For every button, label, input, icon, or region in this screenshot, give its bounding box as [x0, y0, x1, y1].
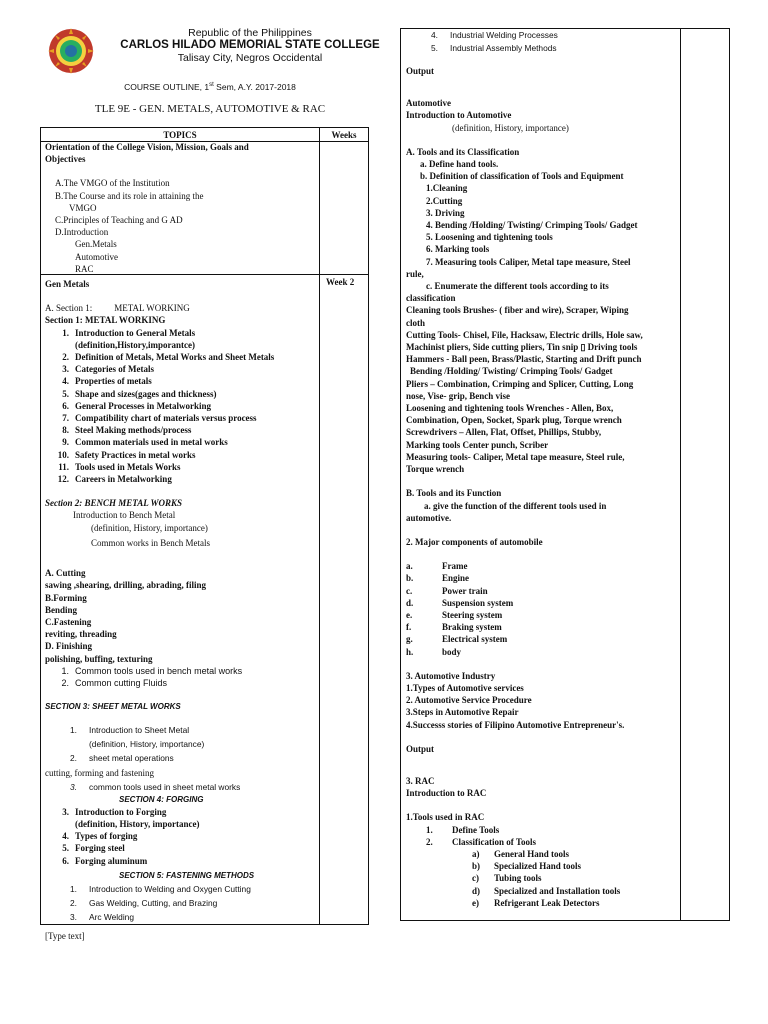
- section1-item: [45, 412, 320, 424]
- section1-item: [45, 327, 320, 339]
- section5-list: [45, 882, 320, 924]
- item-number: e): [472, 897, 479, 908]
- item-number: 9.: [62, 437, 69, 448]
- item-number: 4.: [62, 831, 69, 842]
- item-text: Braking system: [442, 622, 502, 633]
- item-number: a.: [406, 561, 413, 572]
- bench-heading: B.Forming: [45, 592, 87, 603]
- industry-item: 1.Types of Automotive services: [406, 682, 524, 693]
- major-component-item: [406, 621, 681, 633]
- item-number: b.: [406, 573, 414, 584]
- item-number: 12.: [57, 474, 69, 485]
- rac-class-item: [406, 872, 681, 884]
- tools-class-line: Pliers – Combination, Crimping and Splicer, Cutting, Long: [406, 378, 634, 389]
- item-text: Common cutting Fluids: [75, 677, 168, 688]
- section4-list: [45, 806, 320, 867]
- item-text: Introduction to General Metals: [75, 327, 196, 338]
- item-text: sheet metal operations: [89, 753, 174, 764]
- course-outline-line: COURSE OUTLINE, 1st Sem, A.Y. 2017-2018: [124, 82, 296, 92]
- tools-class-line: Combination, Open, Socket, Spark plug, Torque wrench: [406, 415, 622, 426]
- tools-classification-list: [406, 158, 681, 475]
- item-number: 1.: [426, 824, 433, 835]
- item-number: 8.: [62, 425, 69, 436]
- rac-sub-item: [406, 824, 681, 836]
- item-number: e.: [406, 609, 413, 620]
- item-text: Arc Welding: [89, 911, 134, 922]
- automotive-industry-list: [406, 682, 681, 731]
- item-text: Power train: [442, 585, 488, 596]
- tools-class-line: 4. Bending /Holding/ Twisting/ Crimping Tools/ Gadget: [426, 220, 638, 231]
- item-text: Industrial Welding Processes: [450, 30, 558, 40]
- section1-item: [45, 449, 320, 461]
- item-number: 4.: [62, 376, 69, 387]
- item-number: 3.: [62, 364, 69, 375]
- item-text: Introduction to Welding and Oxygen Cutting: [89, 883, 251, 894]
- item-text: Forging aluminum: [75, 855, 148, 866]
- course-title: TLE 9E - GEN. METALS, AUTOMOTIVE & RAC: [94, 103, 326, 115]
- section4-item: [45, 842, 320, 854]
- major-component-item: [406, 585, 681, 597]
- tools-class-line: Marking tools Center punch, Scriber: [406, 439, 549, 450]
- major-component-item: [406, 633, 681, 645]
- industry-item: 4.Successs stories of Filipino Automotive Entrepreneur's.: [406, 719, 625, 730]
- tools-class-line: Measuring tools- Caliper, Metal tape measure, Steel rule,: [406, 451, 625, 462]
- item-number: b): [472, 861, 481, 872]
- section1-item: [45, 424, 320, 436]
- item-number: g.: [406, 634, 413, 645]
- major-component-item: [406, 646, 681, 658]
- item-number: 2.: [62, 352, 69, 363]
- section4-item: [45, 806, 320, 818]
- rac-classification-list: [406, 848, 681, 909]
- item-text: Properties of metals: [75, 376, 152, 387]
- footer-placeholder: [Type text]: [45, 931, 85, 941]
- section3-item: [45, 723, 320, 737]
- tools-class-line: 6. Marking tools: [426, 244, 490, 255]
- tools-class-line: Torque wrench: [406, 464, 465, 475]
- item-text: (definition,History,imporantce): [75, 339, 195, 350]
- section1-item: [45, 461, 320, 473]
- tools-class-line: classification: [406, 293, 456, 304]
- item-number: 1.: [62, 327, 69, 338]
- item-text: Common tools used in bench metal works: [75, 665, 243, 676]
- bench-heading: D. Finishing: [45, 641, 93, 652]
- item-text: Specialized and Installation tools: [494, 885, 621, 896]
- item-number: 3.: [62, 806, 69, 817]
- item-text: General Processes in Metalworking: [75, 400, 212, 411]
- item-text: Specialized Hand tools: [494, 861, 582, 872]
- item-number: d.: [406, 597, 414, 608]
- item-text: (definition, History, importance): [89, 739, 205, 750]
- tools-class-line: 1.Cleaning: [426, 183, 468, 194]
- item-number: 1.: [70, 725, 77, 736]
- tools-class-line: Hammers - Ball peen, Brass/Plastic, Starting and Drift punch: [406, 354, 642, 365]
- section1-item: [45, 400, 320, 412]
- section4-item: [45, 855, 320, 867]
- tools-class-line: Screwdrivers – Allen, Flat, Offset, Phillips, Stubby,: [406, 427, 602, 438]
- item-text: Safety Practices in metal works: [75, 449, 196, 460]
- item-number: d): [472, 885, 481, 896]
- welding-item: [406, 29, 681, 42]
- industry-item: 3.Steps in Automotive Repair: [406, 707, 519, 718]
- section1-item: [45, 363, 320, 375]
- section1-item: [45, 375, 320, 387]
- item-text: Forging steel: [75, 843, 125, 854]
- welding-list: [406, 29, 681, 55]
- section1-item: [45, 339, 320, 351]
- section5-item: [45, 896, 320, 910]
- section3-item: [45, 737, 320, 751]
- rac-class-item: [406, 885, 681, 897]
- rac-class-item: [406, 897, 681, 909]
- header-topics: TOPICS: [163, 130, 197, 140]
- item-text: Common materials used in metal works: [75, 437, 228, 448]
- section5-item: [45, 910, 320, 924]
- tools-class-line: nose, Vise- grip, Bench vise: [406, 390, 511, 401]
- major-component-item: [406, 560, 681, 572]
- item-number: f.: [406, 622, 412, 633]
- tools-function-list: [406, 500, 681, 524]
- bench-heading: C.Fastening: [45, 616, 92, 627]
- rac-class-item: [406, 848, 681, 860]
- section5-item: [45, 882, 320, 896]
- item-number: 2.: [61, 677, 69, 688]
- republic-line: Republic of the Philippines: [188, 27, 312, 39]
- item-text: Industrial Assembly Methods: [450, 43, 557, 53]
- rac-sub-list: [406, 824, 681, 848]
- item-text: Suspension system: [442, 597, 514, 608]
- college-address: Talisay City, Negros Occidental: [177, 52, 323, 64]
- left-column-content: Orientation of the College Vision, Mission, Goals and Objectives A.The VMGO of the Institution B.The Course and its role in attaining the VMGO C.Principles of Teaching and G AD D.Introduction Gen.Metals Automotive RAC Gen Metals A. Section 1: METAL WORKING Section 1: METAL WORKING 1. Introduction to General Metals (definition,History,imporantce) 2. Definition of Metals, Metal Works and Sheet Metals 3. Categories of Metals 4. Properties of metals 5. Shape and sizes(gages and thickness) 6. General Processes in Metalworking 7. Compatibility chart of materials versus process 8. Steel Making methods/process 9. Common materials used in metal works 10. Safety Practices in metal works 11. Tools used in Metals Works 12. Careers in Metalworking Section 2: BENCH METAL WORKS Introduction to Bench Metal (definition, History, importance) Common works in Bench Metals A. Cutting sawing ,shearing, drilling, abrading, filing B.Forming Bending C.Fastening reviting, threading D. Finishing polishing, buffing, texturing 1. Common tools used in bench metal works 2. Common cutting Fluids SECTION 3: SHEET METAL WORKS 1. Introduction to Sheet Metal (definition, History, importance) 2. sheet metal operations cutting, forming and fastening 3. common tools used in sheet metal works SECTION 4: FORGING 3. Introduction to Forging (definition, History, importance) 4. Types of forging 5. Forging steel 6. Forging aluminum SECTION 5: FASTENING METHODS 1. Introduction to Welding and Oxygen Cutting 2. Gas Welding, Cutting, and Brazing 3. Arc Welding: [45, 141, 320, 924]
- tools-class-line: Loosening and tightening tools Wrenches - Allen, Box,: [406, 403, 614, 414]
- item-text: Steering system: [442, 609, 503, 620]
- item-text: Frame: [442, 561, 468, 572]
- tools-func-line: automotive.: [406, 512, 452, 523]
- item-text: Engine: [442, 573, 470, 584]
- item-number: 4.: [431, 30, 438, 40]
- gen-metals-title: Gen Metals: [45, 279, 90, 290]
- gen-metals-week: Week 2: [326, 277, 355, 287]
- industry-item: 2. Automotive Service Procedure: [406, 695, 532, 706]
- bench-detail: Bending: [45, 604, 78, 615]
- section1-list: [45, 327, 320, 486]
- item-number: a): [472, 848, 480, 859]
- bench-tool-item: [45, 665, 320, 677]
- bench-work-list: [45, 567, 320, 665]
- item-text: Tools used in Metals Works: [75, 461, 181, 472]
- rac-sub-item: [406, 836, 681, 848]
- welding-item: [406, 42, 681, 55]
- tools-class-line: rule,: [406, 268, 424, 279]
- section3-item: [45, 751, 320, 765]
- item-number: 6.: [62, 855, 69, 866]
- item-number: 1.: [61, 665, 69, 676]
- item-text: Classification of Tools: [452, 836, 537, 847]
- item-text: Types of forging: [75, 831, 138, 842]
- item-number: h.: [406, 646, 414, 657]
- tools-class-line: b. Definition of classification of Tools and Equipment: [420, 171, 624, 182]
- item-number: 5.: [431, 43, 438, 53]
- bench-detail: sawing ,shearing, drilling, abrading, filing: [45, 580, 207, 591]
- tools-class-line: 5. Loosening and tightening tools: [426, 232, 553, 243]
- right-column-content: 4. Industrial Welding Processes 5. Industrial Assembly Methods Output Automotive Introduction to Automotive (definition, History, importance) A. Tools and its Classification a. Define hand tools. b. Definition of classification of Tools and Equipment 1.Cleaning 2.Cutting 3. Driving 4. Bending /Holding/ Twisting/ Crimping Tools/ Gadget 5. Loosening and tightening tools 6. Marking tools 7. Measuring tools Caliper, Metal tape measure, Steel rule, c. Enumerate the different tools according to its classification Cleaning tools Brushes- ( fiber and wire), Scraper, Wiping cloth Cutting Tools- Chisel, File, Hacksaw, Electric drills, Hole saw, Machinist pliers, Side cutting pliers, Tin snip ▯ Driving tools Hammers - Ball peen, Brass/Plastic, Starting and Drift punch Bending /Holding/ Twisting/ Crimping Tools/ Gadget Pliers – Combination, Crimping and Splicer, Cutting, Long nose, Vise- grip, Bench vise Loosening and tightening tools Wrenches - Allen, Box, Combination, Open, Socket, Spark plug, Torque wrench Screwdrivers – Allen, Flat, Offset, Phillips, Stubby, Marking tools Center punch, Scriber Measuring tools- Caliper, Metal tape measure, Steel rule, Torque wrench B. Tools and its Function a. give the function of the different tools used in automotive. 2. Major components of automobile a. Frame b. Engine c. Power train d. Suspension system e. Steering system f. Braking system g. Electrical system h. body 3. Automotive Industry 1.Types of Automotive services 2. Automotive Service Procedure 3.Steps in Automotive Repair 4.Successs stories of Filipino Automotive Entrepreneur's. Output 3. RAC Introduction to RAC 1.Tools used in RAC 1. Define Tools 2. Classification of Tools a) General Hand tools b) Specialized Hand tools c) Tubing tools d) Specialized and Installation tools e) Refrigerant Leak Detectors: [406, 29, 681, 909]
- tools-class-line: Machinist pliers, Side cutting pliers, Tin snip ▯ Driving tools: [406, 342, 638, 353]
- item-text: Gas Welding, Cutting, and Brazing: [89, 897, 218, 908]
- major-component-item: [406, 597, 681, 609]
- item-text: Categories of Metals: [75, 364, 154, 375]
- major-component-item: [406, 572, 681, 584]
- item-number: 1.: [70, 883, 77, 894]
- item-number: 3.: [70, 911, 77, 922]
- major-components-list: [406, 560, 681, 658]
- tools-class-line: c. Enumerate the different tools according to its: [426, 281, 609, 292]
- item-text: Tubing tools: [494, 873, 542, 884]
- item-text: (definition, History, importance): [75, 818, 200, 829]
- tools-class-line: a. Define hand tools.: [420, 159, 499, 170]
- tools-class-line: Cleaning tools Brushes- ( fiber and wire), Scraper, Wiping: [406, 305, 629, 316]
- bench-heading: A. Cutting: [45, 568, 86, 579]
- item-number: 2.: [70, 897, 77, 908]
- item-number: 11.: [58, 461, 69, 472]
- header-weeks: Weeks: [331, 130, 357, 140]
- rac-class-item: [406, 860, 681, 872]
- section1-item: [45, 473, 320, 485]
- item-number: 5.: [62, 388, 69, 399]
- document-header: [40, 24, 380, 74]
- item-number: 2.: [426, 836, 433, 847]
- item-number: c): [472, 873, 479, 884]
- section1-item: [45, 436, 320, 448]
- item-number: 2.: [70, 753, 77, 764]
- item-number: 7.: [62, 413, 69, 424]
- tools-class-line: cloth: [406, 317, 425, 328]
- bench-detail: reviting, threading: [45, 629, 117, 640]
- item-number: c.: [406, 585, 413, 596]
- tools-class-line: Cutting Tools- Chisel, File, Hacksaw, Electric drills, Hole saw,: [406, 329, 643, 340]
- item-text: Shape and sizes(gages and thickness): [75, 388, 217, 399]
- section4-item: [45, 818, 320, 830]
- college-name: CARLOS HILADO MEMORIAL STATE COLLEGE: [120, 39, 380, 51]
- item-number: 5.: [62, 843, 69, 854]
- bench-tool-item: [45, 677, 320, 689]
- item-text: Define Tools: [452, 824, 500, 835]
- item-number: 10.: [57, 449, 69, 460]
- college-seal-logo: [48, 28, 94, 74]
- item-text: General Hand tools: [494, 848, 570, 859]
- item-text: body: [442, 646, 462, 657]
- item-text: Definition of Metals, Metal Works and Sheet Metals: [75, 352, 275, 363]
- item-text: Electrical system: [442, 634, 508, 645]
- item-number: 6.: [62, 400, 69, 411]
- tools-func-line: a. give the function of the different tools used in: [424, 500, 607, 511]
- section1-item: [45, 351, 320, 363]
- bench-detail: polishing, buffing, texturing: [45, 653, 153, 664]
- bench-tools-list: [45, 665, 320, 689]
- section4-item: [45, 830, 320, 842]
- section1-item: [45, 388, 320, 400]
- tools-class-line: 7. Measuring tools Caliper, Metal tape measure, Steel: [426, 256, 631, 267]
- major-component-item: [406, 609, 681, 621]
- tools-class-line: 2.Cutting: [426, 195, 463, 206]
- item-text: Steel Making methods/process: [75, 425, 192, 436]
- tools-class-line: Bending /Holding/ Twisting/ Crimping Tools/ Gadget: [410, 366, 613, 377]
- item-text: Compatibility chart of materials versus process: [75, 413, 257, 424]
- section3-list: [45, 723, 320, 765]
- item-text: Careers in Metalworking: [75, 474, 172, 485]
- item-text: Introduction to Sheet Metal: [89, 725, 190, 736]
- tools-class-line: 3. Driving: [426, 207, 465, 218]
- item-text: Refrigerant Leak Detectors: [494, 897, 600, 908]
- college-name-block: [100, 27, 400, 64]
- item-text: Introduction to Forging: [75, 806, 167, 817]
